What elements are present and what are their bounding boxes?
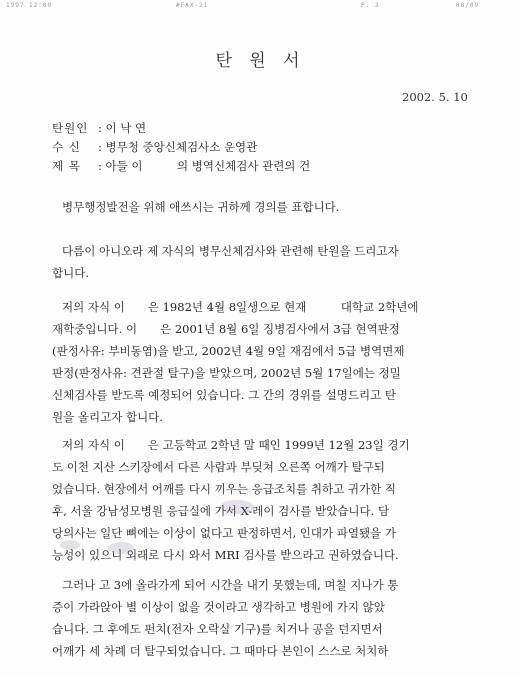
paragraph-intro (52, 240, 482, 284)
fax-header-field: #FAX-21 (176, 2, 209, 9)
paragraph-line: 증이 가라앉아 별 이상이 없을 것이라고 생각하고 병원에 가지 않았 (52, 600, 385, 614)
fax-header-field: P. 3 (361, 2, 380, 9)
paragraph-line: 합니다. (52, 266, 89, 280)
meta-label: 수 신 (52, 140, 81, 154)
fax-header (6, 2, 515, 10)
meta-value: : 아들 이 의 병역신체검사 관련의 건 (98, 159, 311, 173)
paragraph-followup (52, 574, 482, 662)
paragraph-line: 재학중입니다. 이 은 2001년 8월 6일 징병검사에서 3급 현역판정 (52, 322, 400, 336)
paragraph-line: 후, 서울 강남성모병원 응급실에 가서 X-레이 검사를 받았습니다. 담 (52, 504, 390, 518)
document-title: 탄 원 서 (215, 51, 306, 71)
paragraph-line: 다름이 아니오라 제 자식의 병무신체검사와 관련해 탄원을 드리고자 (62, 244, 399, 258)
paragraph-line: 어깨가 세 차례 더 탈구되었습니다. 그 때마다 본인이 스스로 처치하 (52, 644, 389, 658)
paragraph-line: 병무행정발전을 위해 애쓰시는 귀하께 경의를 표합니다. (62, 200, 340, 214)
meta-subject (52, 158, 310, 174)
paragraph-line: 저의 자식 이 은 고등학교 2학년 말 때인 1999년 12월 23일 경기 (62, 438, 410, 452)
paragraph-line: 었습니다. 현장에서 어깨를 다시 끼우는 응급조치를 취하고 귀가한 직 (52, 482, 396, 496)
meta-label: 제 목 (52, 159, 81, 173)
fax-header-field: 1997 12:00 (6, 2, 53, 9)
paragraph-line: 원을 올리고자 합니다. (52, 410, 163, 424)
paragraph-greeting (52, 196, 482, 218)
paragraph-background (52, 296, 482, 428)
ink-smudge (108, 542, 134, 554)
paragraph-line: 판정(판정사유: 견관절 탈구)을 받았으며, 2002년 5월 17일에는 정밀 (52, 366, 401, 380)
meta-value: : 병무청 중앙신체검사소 운영관 (98, 140, 258, 154)
paragraph-line: 그러나 고 3에 올라가게 되어 시간을 내기 못했는데, 며칠 지나가 통 (62, 578, 399, 592)
paragraph-line: 능성이 있으니 외래로 다시 와서 MRI 검사를 받으라고 권하였습니다. (52, 548, 399, 562)
document-date: 2002. 5. 10 (402, 90, 468, 104)
paragraph-line: 습니다. 그 후에도 펀치(전자 오락실 기구)를 치거나 공을 던지면서 (52, 622, 383, 636)
paragraph-line: (판정사유: 부비동염)을 받고, 2002년 4월 9일 재검에서 5급 병역면제 (52, 344, 405, 358)
paragraph-line: 도 이천 지산 스키장에서 다른 사람과 부딪쳐 오른쪽 어깨가 탈구되 (52, 460, 385, 474)
meta-label: 탄원인 (52, 121, 89, 135)
paragraph-line: 당의사는 일단 뼈에는 이상이 없다고 판정하면서, 인대가 파열됐을 가 (52, 526, 396, 540)
meta-petitioner (52, 120, 146, 136)
meta-recipient (52, 139, 257, 155)
ink-smudge (220, 500, 254, 514)
fax-header-field: 08/09 (456, 2, 480, 9)
paragraph-line: 저의 자식 이 은 1982년 4월 8일생으로 현재 대학교 2학년에 (62, 300, 419, 314)
ink-smudge (60, 540, 80, 550)
meta-value: : 이 낙 연 (98, 121, 147, 135)
paragraph-line: 신체검사를 받도록 예정되어 있습니다. 그 간의 경위를 설명드리고 탄 (52, 388, 396, 402)
